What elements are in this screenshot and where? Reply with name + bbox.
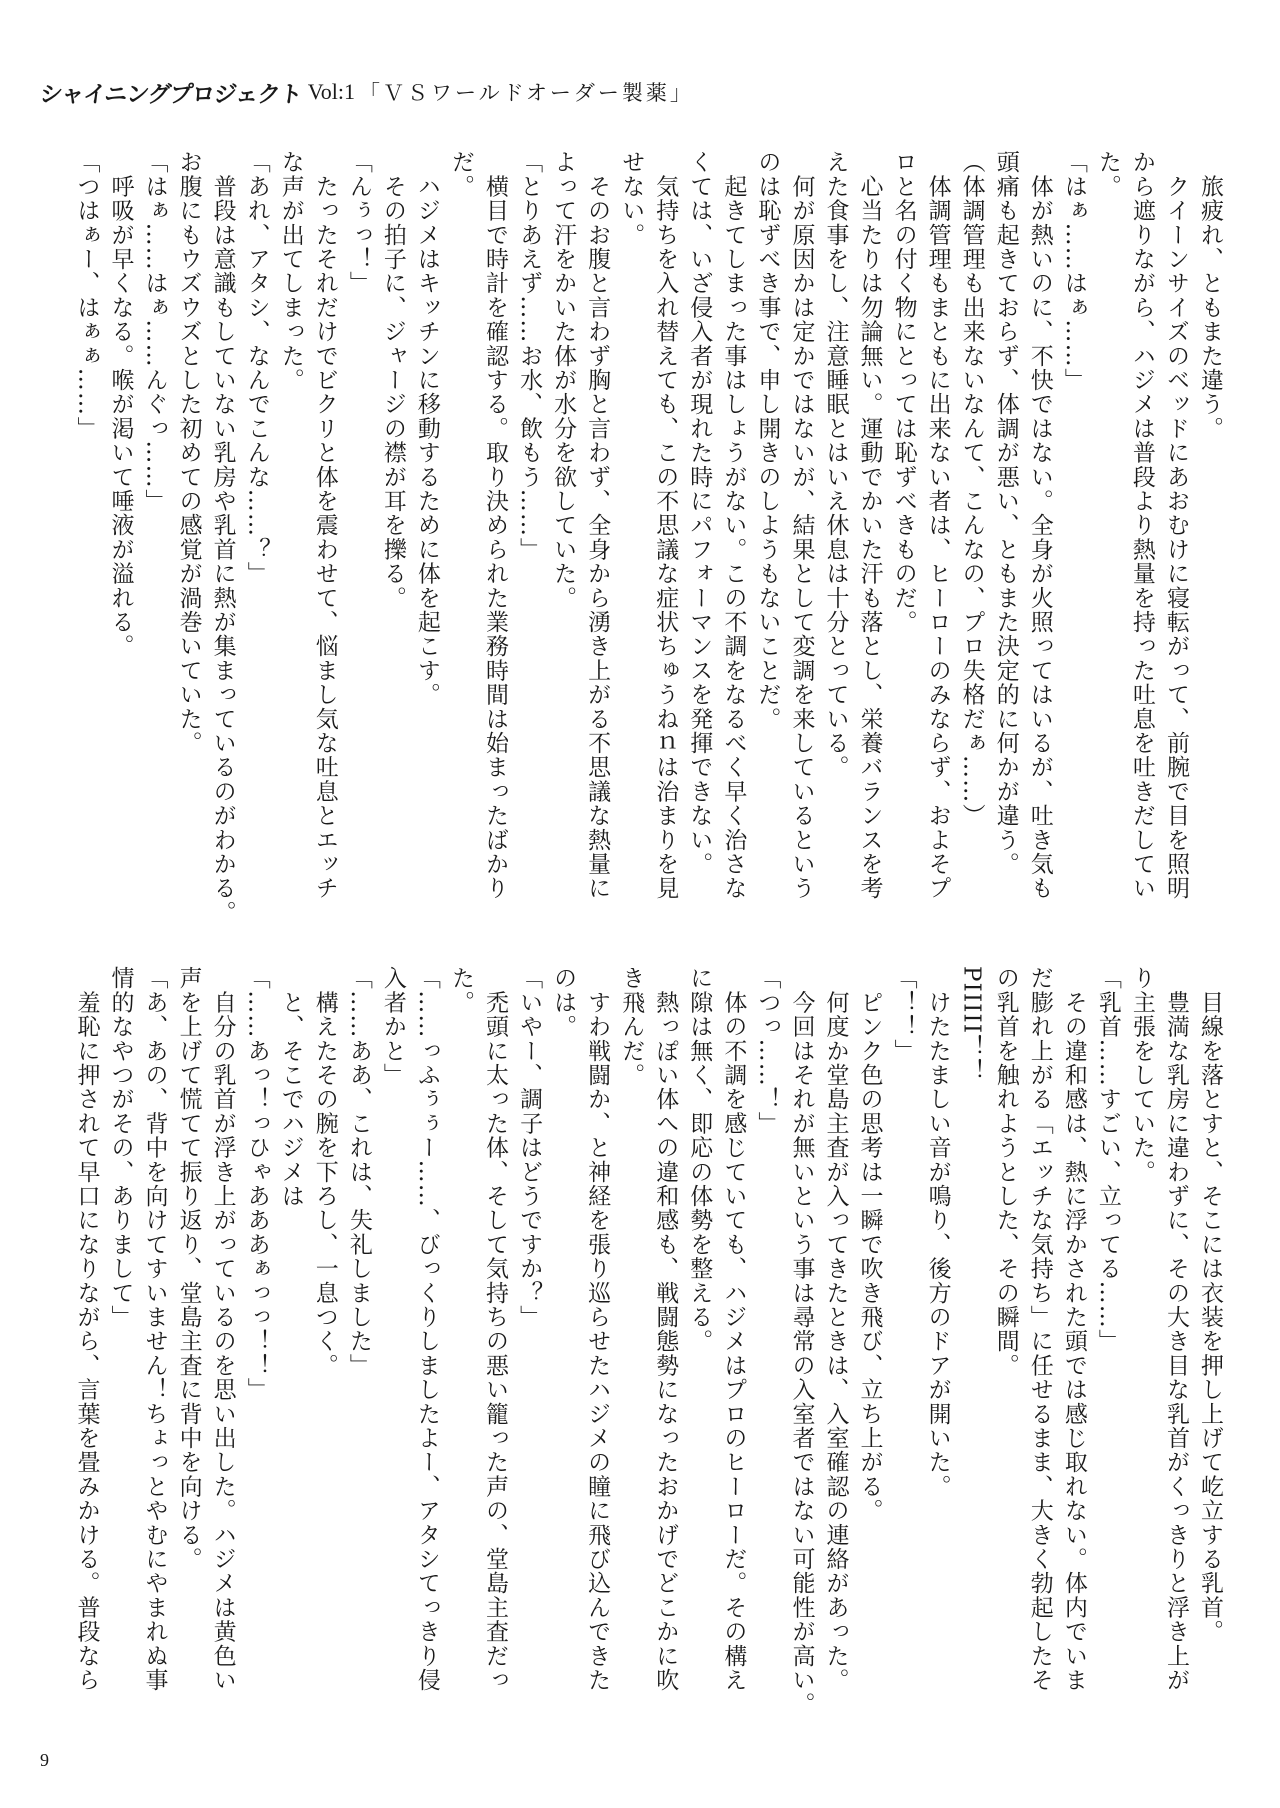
text-column: 「……っふぅぅー……、びっくりしましたよー、アタシてっきり侵 <box>413 966 440 1692</box>
text-column: PIIIII！！ <box>958 966 985 1083</box>
text-column: た。 <box>1094 150 1121 199</box>
series-logo: シャイニングプロジェクト <box>38 81 303 108</box>
text-column: 「とりあえず……お水、飲もう……」 <box>516 150 543 562</box>
text-column: 豊満な乳房に違わずに、その大き目な乳首がくっきりと浮き上が <box>1162 966 1189 1692</box>
text-column: 「！！」 <box>890 966 917 1063</box>
text-block-lower <box>69 966 1227 1736</box>
text-column: その違和感は、熱に浮かされた頭では感じ取れない。体内でいま <box>1060 966 1087 1692</box>
text-column: 体が熱いのに、不快ではない。全身が火照ってはいるが、吐き気も <box>1026 150 1053 901</box>
page-number: 9 <box>40 1750 49 1770</box>
text-column: けたたましい音が鳴り、後方のドアが開いた。 <box>924 966 951 1499</box>
text-column: 目線を落とすと、そこには衣装を押し上げて屹立する乳首。 <box>1197 966 1223 1644</box>
text-column: ロと名の付く物にとっては恥ずべきものだ。 <box>890 150 917 634</box>
text-column: くては、いざ侵入者が現れた時にパフォーマンスを発揮できない。 <box>686 150 713 876</box>
text-column: 「いやー、調子はどうですか？」 <box>516 966 543 1329</box>
text-column: 何度か堂島主査が入ってきたときは、入室確認の連絡があった。 <box>822 966 849 1692</box>
text-column: 体調管理もまともに出来ない者は、ヒーローのみならず、およそプ <box>924 150 951 901</box>
text-column: よって汗をかいた体が水分を欲していた。 <box>550 150 577 610</box>
text-column: 心当たりは勿論無い。運動でかいた汗も落とし、栄養バランスを考 <box>856 150 883 901</box>
text-column: その拍子に、ジャージの襟が耳を擽る。 <box>379 150 406 610</box>
text-column: 何が原因かは定かではないが、結果として変調を来しているという <box>788 150 815 901</box>
text-column: たったそれだけでビクリと体を震わせて、悩まし気な吐息とエッチ <box>311 150 338 901</box>
text-column: に隙は無く、即応の体勢を整える。 <box>686 966 713 1354</box>
text-column: の乳首を触れようとした、その瞬間。 <box>992 966 1019 1378</box>
text-column: と、そこでハジメは <box>277 966 304 1208</box>
text-column: 頭痛も起きておらず、体調が悪い、ともまた決定的に何かが違う。 <box>992 150 1019 876</box>
text-column: 「乳首……すごい、立ってる……」 <box>1094 966 1121 1354</box>
text-column: 自分の乳首が浮き上がっているのを思い出した。ハジメは黄色い <box>209 966 236 1692</box>
text-column: そのお腹と言わず胸と言わず、全身から湧き上がる不思議な熱量に <box>584 150 611 901</box>
text-column: 「あ、あの、背中を向けてすいません！ちょっとやむにやまれぬ事 <box>141 966 168 1692</box>
text-column: だ。 <box>447 150 474 199</box>
text-column: 呼吸が早くなる。喉が渇いて唾液が溢れる。 <box>107 150 134 659</box>
text-column: 「つはぁー、はぁぁ……」 <box>73 150 100 441</box>
text-column: 気持ちを入れ替えても、この不思議な症状ちゅうねｎは治まりを見 <box>652 150 679 901</box>
text-column: クイーンサイズのベッドにあおむけに寝転がって、前腕で目を照明 <box>1162 150 1189 901</box>
text-column: お腹にもウズウズとした初めての感覚が渦巻いていた。 <box>175 150 202 755</box>
text-column: ハジメはキッチンに移動するために体を起こす。 <box>413 150 440 707</box>
text-column: のは恥ずべき事で、申し開きのしようもないことだ。 <box>754 150 781 731</box>
text-column: 羞恥に押されて早口になりながら、言葉を畳みかける。普段なら <box>73 966 100 1692</box>
text-column: 「……あっ！っひゃあああぁっっ！！」 <box>243 966 270 1402</box>
text-column: 「はぁ……はぁ……」 <box>1060 150 1087 392</box>
text-column: 「……ああ、これは、失礼しました」 <box>345 966 372 1378</box>
text-column: ピンク色の思考は一瞬で吹き飛び、立ち上がる。 <box>856 966 883 1523</box>
text-column: り主張をしていた。 <box>1128 966 1155 1184</box>
text-column: 今回はそれが無いという事は尋常の入室者ではない可能性が高い。 <box>788 966 815 1717</box>
text-column: のは。 <box>550 966 577 1039</box>
text-column: 「つっ……！」 <box>754 966 781 1136</box>
text-column: 構えたその腕を下ろし、一息つく。 <box>311 966 338 1378</box>
text-column: た。 <box>447 966 474 1015</box>
text-column: 体の不調を感じていても、ハジメはプロのヒーローだ。その構え <box>720 966 747 1692</box>
text-column: 入者かと」 <box>379 966 406 1087</box>
text-column: 禿頭に太った体、そして気持ちの悪い籠った声の、堂島主査だっ <box>482 966 509 1692</box>
text-column: だ膨れ上がる「エッチな気持ち」に任せるまま、大きく勃起したそ <box>1026 966 1053 1692</box>
page-header <box>40 72 694 112</box>
text-column: すわ戦闘か、と神経を張り巡らせたハジメの瞳に飛び込んできた <box>584 966 611 1692</box>
text-column: 「んぅっ！」 <box>345 150 372 296</box>
text-column: 「はぁ……はぁ……んぐっ……」 <box>141 150 168 513</box>
text-column: 声を上げて慌てて振り返り、堂島主査に背中を向ける。 <box>175 966 202 1571</box>
text-block-upper <box>69 150 1227 955</box>
text-column: 「あれ、アタシ、なんでこんな……？」 <box>243 150 270 586</box>
text-column: から遮りながら、ハジメは普段より熱量を持った吐息を吐きだしてい <box>1128 150 1155 901</box>
text-column: 普段は意識もしていない乳房や乳首に熱が集まっているのがわかる。 <box>209 150 236 925</box>
text-column: 情的なやつがその、ありまして」 <box>107 966 134 1329</box>
text-column: 熱っぽい体への違和感も、戦闘態勢になったおかげでどこかに吹 <box>652 966 679 1692</box>
chapter-subtitle: 「ＶＳワールドオーダー製薬」 <box>358 81 694 105</box>
text-column: せない。 <box>618 150 645 247</box>
text-column: 旅疲れ、ともまた違う。 <box>1197 150 1223 441</box>
text-column: えた食事をし、注意睡眠とはいえ休息は十分とっている。 <box>822 150 849 780</box>
text-column: 起きてしまった事はしょうがない。この不調をなるべく早く治さな <box>720 150 747 901</box>
volume-label: Vol:1 <box>307 79 355 104</box>
text-column: 横目で時計を確認する。取り決められた業務時間は始まったばかり <box>482 150 509 901</box>
text-column: な声が出てしまった。 <box>277 150 304 392</box>
text-column: （体調管理も出来ないなんて、こんなの、プロ失格だぁ……） <box>958 150 985 828</box>
text-column: き飛んだ。 <box>618 966 645 1087</box>
